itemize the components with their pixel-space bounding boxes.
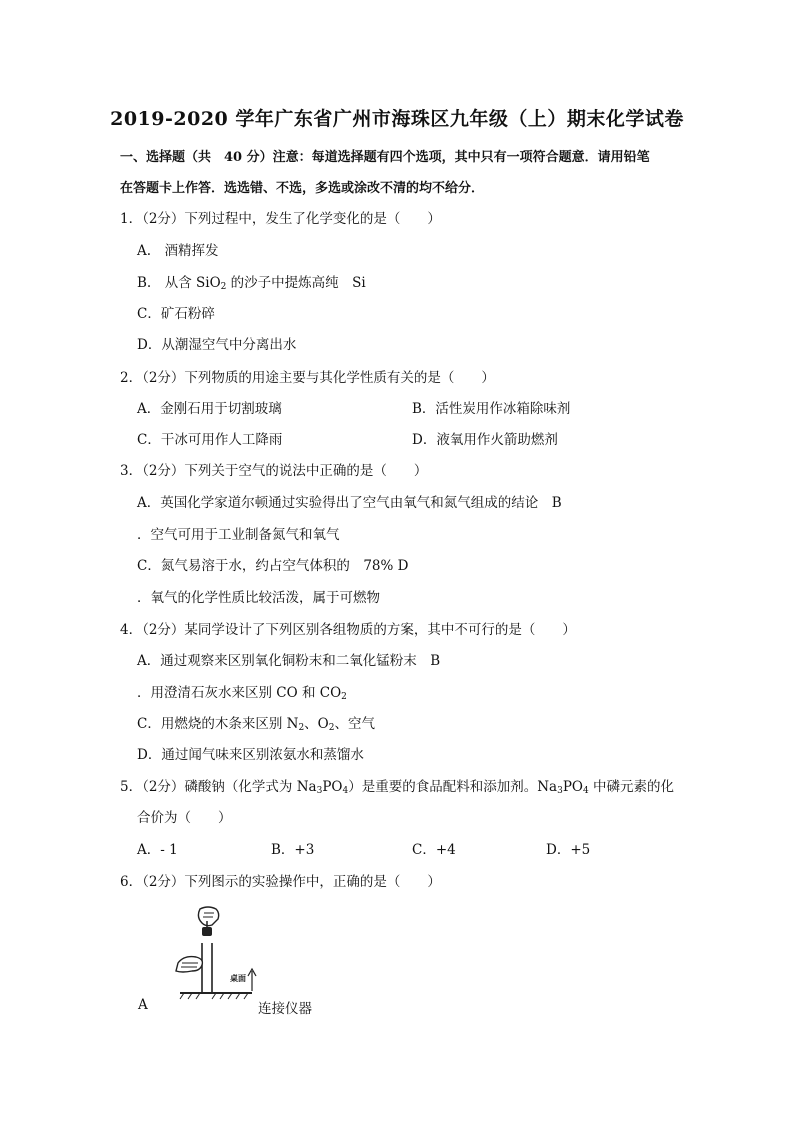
question-1-option-b: B. 从含 SiO$_2$ 的沙子中提炼高纯 Si — [137, 275, 366, 292]
question-4-stem: 4．（2分）某同学设计了下列区别各组物质的方案，其中不可行的是（ ） — [120, 622, 576, 638]
question-2-option-b: B．活性炭用作冰箱除味剂 — [412, 401, 571, 417]
question-3-option-a: A．英国化学家道尔顿通过实验得出了空气由氧气和氮气组成的结论 B — [137, 495, 562, 511]
question-3-option-b: ．空气可用于工业制备氮气和氧气 — [137, 527, 340, 543]
question-3-stem: 3．（2分）下列关于空气的说法中正确的是（ ） — [120, 463, 428, 479]
question-6-stem: 6．（2分）下列图示的实验操作中，正确的是（ ） — [120, 874, 441, 890]
document-title: 2019-2020 学年广东省广州市海珠区九年级（上）期末化学试卷 — [110, 108, 684, 130]
question-2-option-a: A．金刚石用于切割玻璃 — [137, 401, 282, 417]
question-3-option-d: ．氧气的化学性质比较活泼，属于可燃物 — [137, 590, 380, 606]
question-1-option-c: C．矿石粉碎 — [137, 306, 215, 322]
question-6-option-a-caption: 连接仪器 — [258, 1001, 312, 1017]
question-4-option-b: ．用澄清石灰水来区别 CO 和 $CO_2$ — [137, 685, 347, 702]
question-2-stem: 2．（2分）下列物质的用途主要与其化学性质有关的是（ ） — [120, 370, 495, 386]
question-2-option-c: C．干冰可用作人工降雨 — [137, 432, 283, 448]
question-1-stem: 1．（2分）下列过程中，发生了化学变化的是（ ） — [120, 211, 441, 227]
question-5-stem: 5．（2分）磷酸钠（化学式为 $Na_3PO_4$）是重要的食品配料和添加剂。$Na_3PO_4$ 中磷元素的化 — [120, 779, 675, 796]
section-instructions-line2: 在答题卡上作答．选选错、不选，多选或涂改不清的均不给分． — [120, 181, 485, 196]
test-tube-connection-illustration — [172, 905, 272, 1000]
question-6-option-a-letter: A — [138, 997, 148, 1013]
question-4-option-d: D．通过闻气味来区别浓氨水和蒸馏水 — [137, 747, 364, 763]
question-1-option-d: D．从潮湿空气中分离出水 — [137, 337, 297, 353]
question-4-option-c: C．用燃烧的木条来区别 $N_2$、$O_2$、空气 — [137, 716, 375, 733]
question-5-option-d: D．+5 — [546, 842, 591, 858]
question-5-stem-line2: 合价为（ ） — [137, 810, 232, 826]
question-5-option-a: A．- 1 — [137, 842, 178, 858]
question-5-option-c: C．+4 — [412, 842, 456, 858]
question-2-option-d: D．液氧用作火箭助燃剂 — [412, 432, 558, 448]
question-3-option-c: C．氮气易溶于水，约占空气体积的 78% D — [137, 558, 409, 574]
section-instructions-line1: 一、选择题（共 40 分）注意：每道选择题有四个选项，其中只有一项符合题意．请用铅笔 — [120, 150, 650, 165]
question-5-option-b: B．+3 — [271, 842, 315, 858]
question-4-option-a: A．通过观察来区别氧化铜粉末和二氧化锰粉末 B — [137, 653, 441, 669]
question-1-option-a: A. 酒精挥发 — [137, 243, 219, 259]
lab-apparatus-figure — [172, 905, 272, 1000]
figure-table-label: 桌面 — [230, 974, 246, 983]
